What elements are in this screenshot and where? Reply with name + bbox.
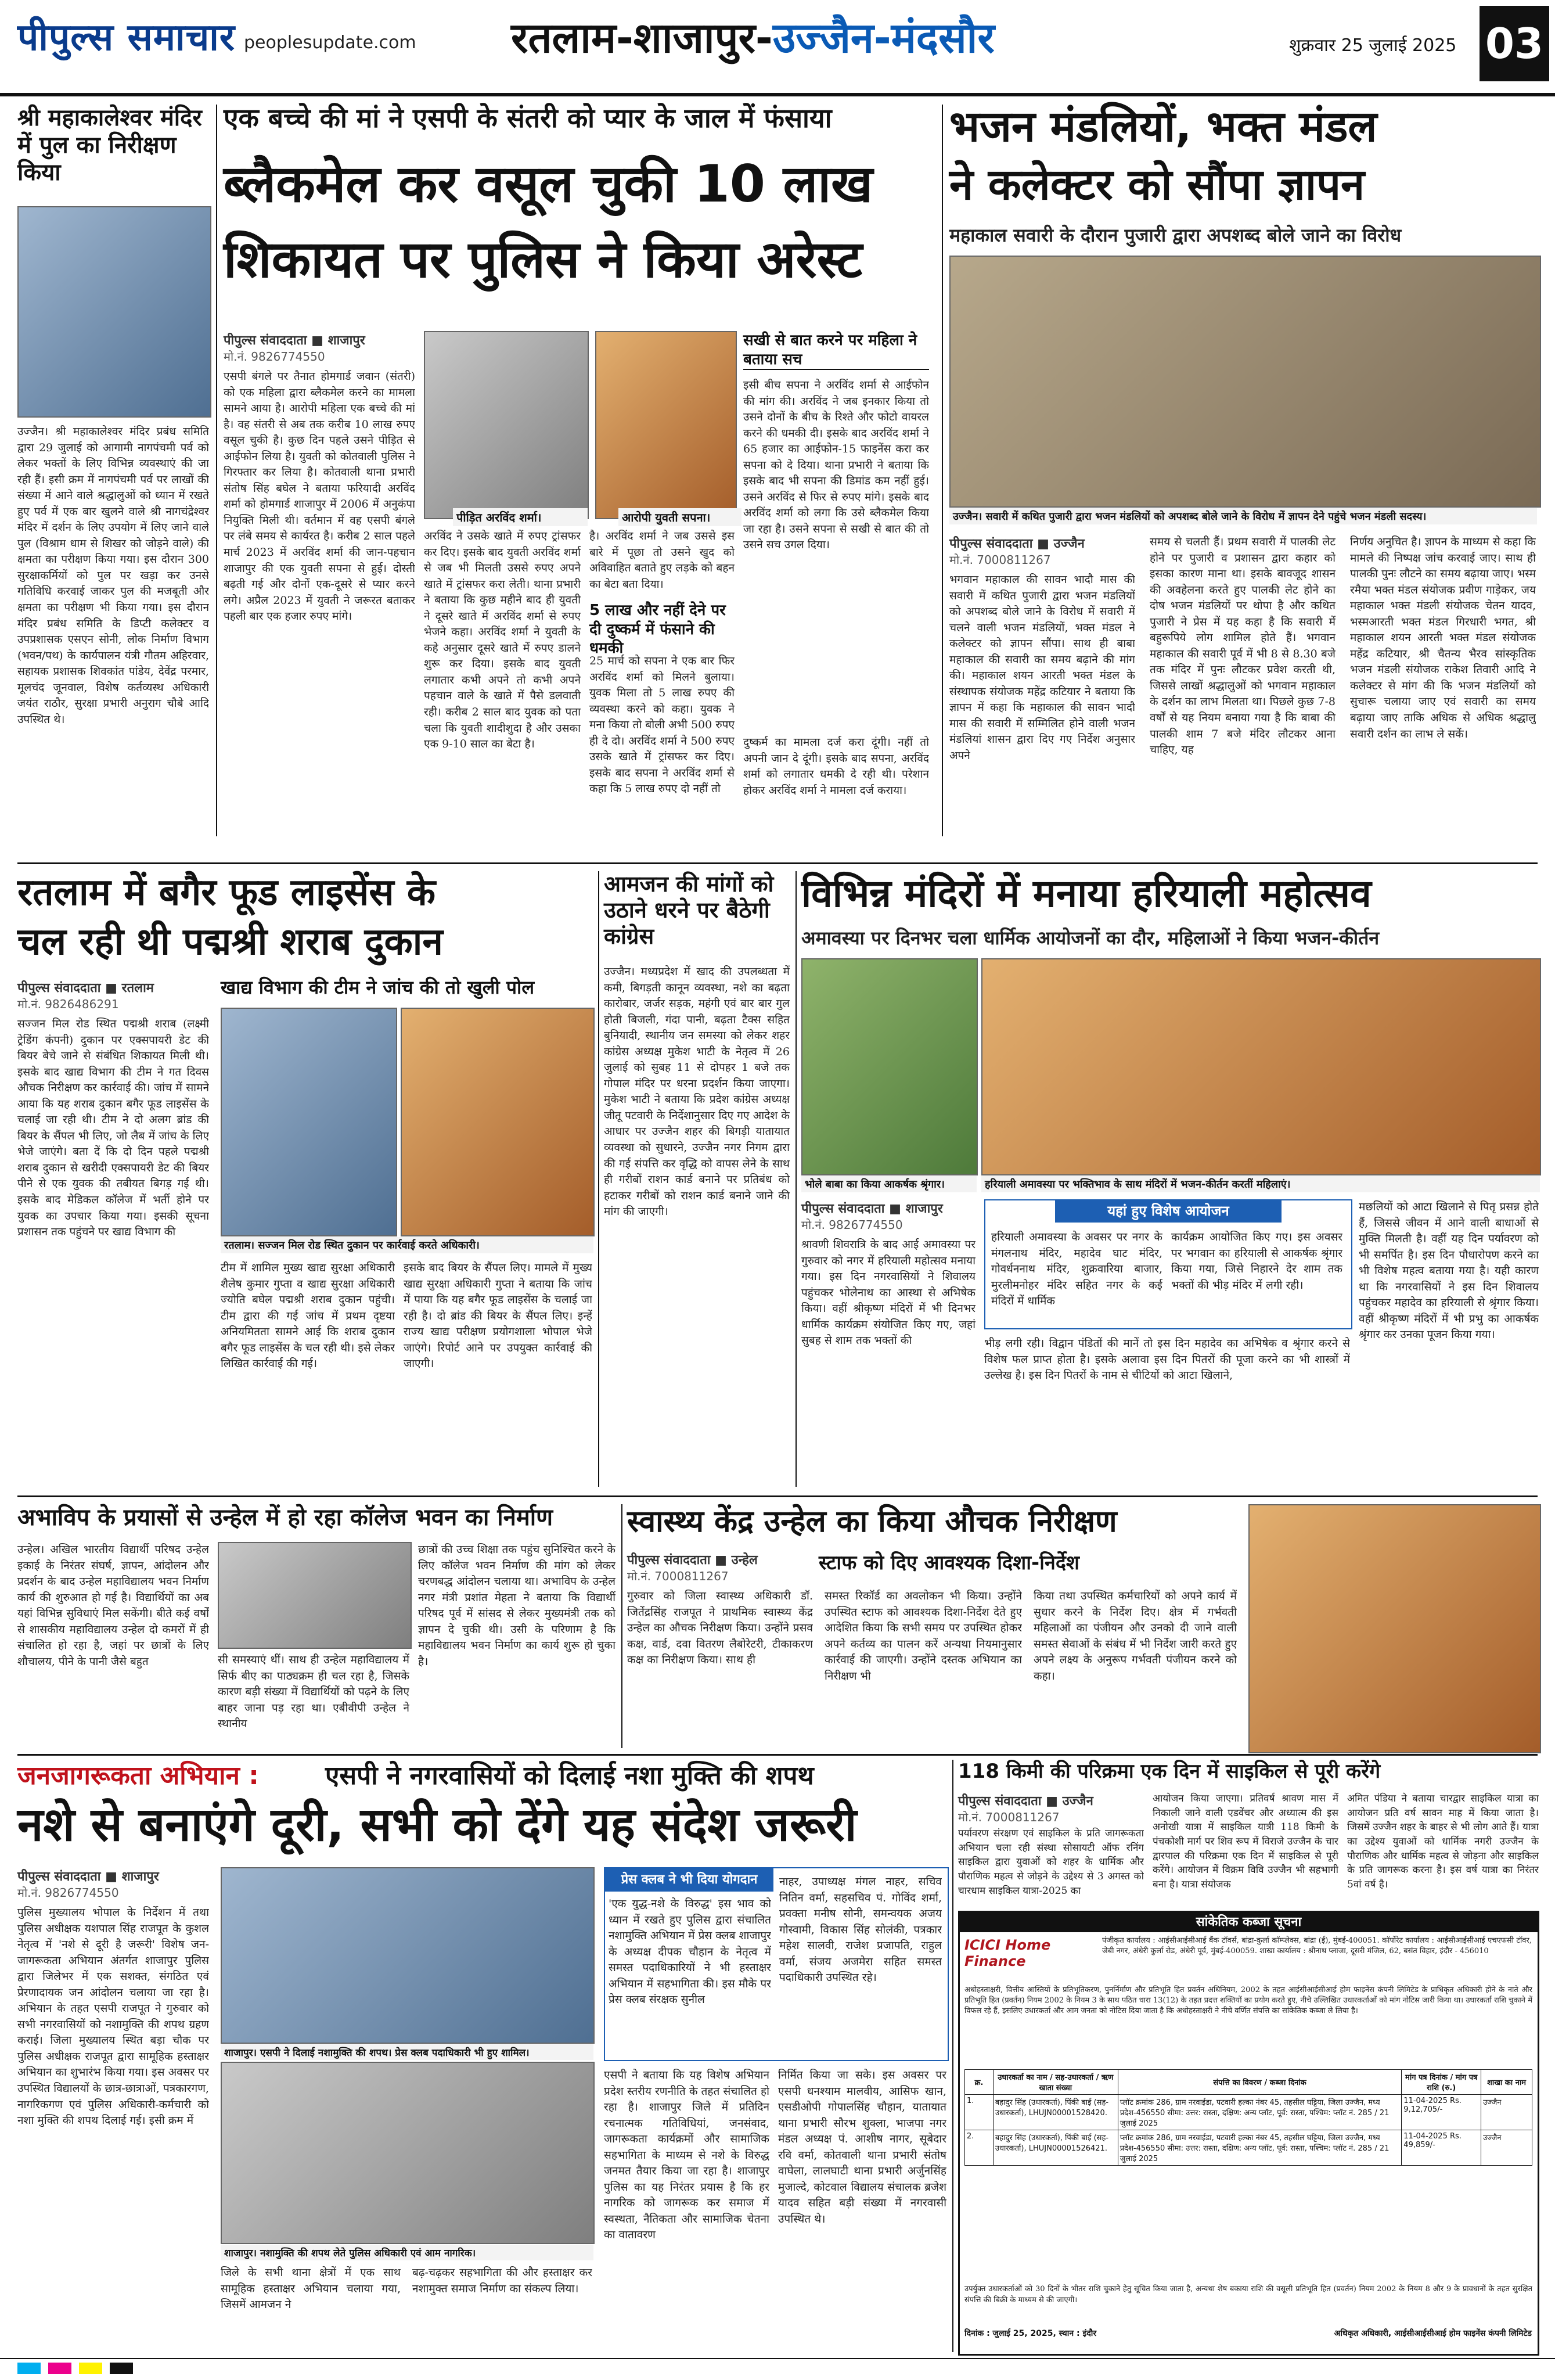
byline-mobile: मो.नं. 9826774550 [17,1886,119,1900]
photo-oath [221,1867,595,2044]
story-subhead: स्टाफ को दिए आवश्यक दिशा-निर्देश [819,1551,1079,1574]
story-drug-awareness [17,1760,946,2352]
byline: पीपुल्स संवाददाता ■ शाजापुर [17,1870,159,1884]
story-body-col3: छात्रों की उच्च शिक्षा तक पहुंच सुनिश्चित करने के लिए कॉलेज भवन निर्माण की मांग को लेकर चरणबद्ध आंदोलन चलाया था। अभाविप के उन्हेल नगर मंत्री प्रशांत मेहता ने बताया कि विद्यार्थी परिषद पूर्व में सांसद से लेकर मुख्यमंत्री तक को ज्ञापन दे चुकी थी। उसी के परिणाम है कि महाविद्यालय भवन निर्माण का कार्य शुरू हो चुका है। [418,1543,615,1668]
photo-caption-kirtan: हरियाली अमावस्या पर भक्तिभाव के साथ मंदिरों में भजन-कीर्तन करतीं महिलाएं। [981,1176,1540,1192]
banner-right: एसपी ने नगरवासियों को दिलाई नशा मुक्ति की शपथ [325,1761,814,1791]
notice-address: पंजीकृत कार्यालय : आईसीआईसीआई बैंक टॉवर्स, बांद्रा-कुर्ला कॉम्प्लेक्स, बांद्रा (ई), मुंबई-400051. कॉर्पोरेट कार्यालय : आईसीआईसीआई एचएफसी टॉवर, जेबी नगर, अंधेरी कुर्ला रोड, अंधेरी पूर्व, मुंबई-400059. शाखा कार्यालय : श्रीनाथ प्लाजा, दूसरी मंजिल, 62, बसंत विहार, इंदौर - 456010 [1102,1936,1532,1955]
table-cell: प्लॉट क्रमांक 286, ग्राम नरवाईडा, पटवारी हल्का नंबर 45, तहसील घट्टिया, जिला उज्जैन, मध्य प्रदेश-456550 सीमा: उत्तर: रास्ता, दक्षिण: अन्य प्लॉट, पूर्व: रास्ता, पश्चिम: प्लॉट नं. 285 / 21 जुलाई 2025 [1118,2095,1402,2130]
table-row [965,2095,1532,2130]
story-body-col4: दुष्कर्म का मामला दर्ज करा दूंगी। नहीं तो अपनी जान दे दूंगी। इसके बाद सपना, अरविंद शर्मा को लगातार धमकी दे रही थी। परेशान होकर अरविंद शर्मा ने मामला दर्ज कराया। [743,736,929,797]
story-body-col2: अरविंद ने उसके खाते में रुपए ट्रांसफर कर दिए। इसके बाद युवती अरविंद शर्मा से जब भी मिलती उससे रुपए अपने खाते में ट्रांसफर करा लेती। थाना प्रभारी ने बताया कि कुछ महीने बाद ही युवती ने दूसरे खाते में अरविंद शर्मा से रुपए भेजने कहा। अरविंद शर्मा ने युवती के कहे अनुसार दूसरे खाते में रुपए डालने शुरू कर दिया। इसके बाद युवती लगातार कभी अपने तो कभी अपने पहचान वाले के खाते में पैसे डलवाती रही। करीब 2 साल बाद युवक को पता चला कि युवती शादीशुदा है और उसका एक 9-10 साल का बेटा है। [424,530,581,751]
byline-mobile: मो.नं. 7000811267 [627,1569,729,1583]
story-body-col2: सी समस्याएं थीं। साथ ही उन्हेल महाविद्यालय में सिर्फ बीए का पाठ्यक्रम ही चल रहा है, जिसके कारण बड़ी संख्या में विद्यार्थियों को पढ़ने के लिए बाहर जाना पड़ रहा था। एबीवीपी उन्हेल ने स्थानीय [218,1653,409,1731]
story-health-centre [627,1504,1539,1754]
story-body-col4: एसपी ने बताया कि यह विशेष अभियान प्रदेश स्तरीय रणनीति के तहत संचालित हो रहा है। शाजापुर जिले में प्रतिदिन रचनात्मक गतिविधियां, जनसंवाद, जागरूकता कार्यक्रमों और सामाजिक सहभागिता के माध्यम से नशे के विरुद्ध जनमत तैयार किया जा रहा है। शाजापुर पुलिस का यह निरंतर प्रयास है कि हर नागरिक को जागरूक कर समाज में स्वस्थता, नैतिकता और सामाजिक चेतना का वातावरण [604,2069,769,2242]
story-headline-line2: शिकायत पर पुलिस ने किया अरेस्ट [224,229,863,289]
table-cell: 2. [965,2130,994,2166]
story-body-col2: जिले के सभी थाना क्षेत्रों में एक साथ सामूहिक हस्ताक्षर अभियान चलाया गया, जिसमें आमजन ने [221,2266,401,2311]
story-body-col1: उन्हेल। अखिल भारतीय विद्यार्थी परिषद उन्हेल इकाई के निरंतर संघर्ष, ज्ञापन, आंदोलन और प्रदर्शन के बाद उन्हेल महाविद्यालय भवन निर्माण कार्य की शुरुआत हो गई है। विद्यार्थियों का अब यहां विभिन्न सुविधाएं मिल सकेंगी। बीते कई वर्षों से शासकीय महाविद्यालय उन्हेल दो कमरों में ही संचालित हो रहा है, जहां पर छात्रों के लिए शौचालय, पीने के पानी जैसे बहुत [17,1543,209,1668]
byline-mobile: मो.नं. 7000811267 [958,1810,1060,1824]
story-liquor-shop [17,871,592,1493]
photo-shrine [801,958,978,1175]
story-subhead: अमावस्या पर दिनभर चला धार्मिक आयोजनों का दौर, महिलाओं ने किया भजन-कीर्तन [801,927,1380,949]
special-events-right: कार्यक्रम आयोजित किए गए। इस अवसर पर भगवान का हरियाली से आकर्षक श्रृंगार किया गया, जिसे निहारने देर शाम तक भक्तों की भीड़ मंदिर में लगी रही। [1171,1231,1342,1292]
story-body: उज्जैन। मध्यप्रदेश में खाद की उपलब्धता में कमी, बिगड़ती कानून व्यवस्था, नशे का बढ़ता कारोबार, जर्जर सड़क, महंगी एवं बार बार गुल होती बिजली, गंदा पानी, बढ़ता टैक्स सहित बुनियादी, स्थानीय जन समस्या को लेकर शहर कांग्रेस अध्यक्ष मुकेश भाटी के नेतृत्व में 26 जुलाई को सुबह 11 से दोपहर 1 बजे तक गोपाल मंदिर पर धरना प्रदर्शन किया जाएगा। मुकेश भाटी ने बताया कि प्रदेश कांग्रेस अध्यक्ष जीतू पटवारी के निर्देशानुसार दिए गए आदेश के आधार पर उज्जैन शहर की बिगड़ी यातायात व्यवस्था को सुधारने, उज्जैन नगर निगम द्वारा की गई संपत्ति कर वृद्धि को वापस लेने के साथ ही गरीबों राशन कार्ड बनाने पर प्रतिबंध को हटाकर गरीबों को राशन कार्ड बनाने जाने की मांग की जाएगी। [604,965,790,1218]
notice-title: सांकेतिक कब्जा सूचना [960,1912,1538,1932]
story-headline: विभिन्न मंदिरों में मनाया हरियाली महोत्सव [801,871,1372,916]
press-club-box [604,1867,949,2061]
story-body-col2: समस्त रिकॉर्ड का अवलोकन भी किया। उन्होंने उपस्थित स्टाफ को आवश्यक दिशा-निर्देश देते हुए आदेशित किया कि सभी समय पर उपस्थित होकर अपने कर्तव्य का पालन करें अन्यथा नियमानुसार कार्रवाई की जाएगी। उन्होंने दस्तक अभियान का निरीक्षण भी [825,1590,1022,1682]
section-divider [17,862,1538,864]
table-cell: उज्जैन [1481,2095,1532,2130]
column-divider [796,871,797,1487]
registration-black [110,2363,133,2374]
story-body-col3: बढ़-चढ़कर सहभागिता की और हस्ताक्षर कर नशामुक्त समाज निर्माण का संकल्प लिया। [412,2266,592,2295]
story-photo [17,206,211,418]
table-cell: 11-04-2025 Rs. 49,859/- [1402,2130,1481,2166]
table-cell: उज्जैन [1481,2130,1532,2166]
page-number: 03 [1480,6,1549,81]
side-body: इसी बीच सपना ने अरविंद शर्मा से आईफोन की मांग की। अरविंद ने जब इनकार किया तो उसने दोनों के बीच के रिश्ते और फोटो वायरल करने की धमकी दी। इसके बाद अरविंद शर्मा ने 65 हजार का आईफोन-15 फाइनेंस करा कर सपना को दे दिया। थाना प्रभारी ने बताया कि इसके बाद भी सपना की डिमांड कम नहीं हुई। उसने अरविंद से फिर से रुपए मांगे। इसके बाद अरविंद शर्मा को लगा कि उसे ब्लैकमेल किया जा रहा है। उसने सपना से सखी से बात की तो उसने सच उगल दिया। [743,379,929,552]
table-cell: 1. [965,2095,994,2130]
story-body-col2: टीम में शामिल मुख्य खाद्य सुरक्षा अधिकारी शैलेष कुमार गुप्ता व खाद्य सुरक्षा अधिकारी ज्योति बघेल पद्मश्री शराब दुकान पहुंची। टीम द्वारा की गई जांच में प्रथम दृष्टया अनियमितता सामने आई कि शराब दुकान बगैर फूड लाइसेंस के चल रही थी। इसे लेकर लिखित कार्रवाई की गई। [221,1261,395,1371]
story-temple-bridge [17,105,209,860]
table-header-cell: संपत्ति का विवरण / कब्जा दिनांक [1118,2070,1402,2095]
story-body-col1: एसपी बंगले पर तैनात होमगार्ड जवान (संतरी) को एक महिला द्वारा ब्लैकमेल करने का मामला सामने आया है। आरोपी महिला एक बच्चे की मां है। वह संतरी से अब तक करीब 10 लाख रुपए वसूल चुकी है। कुछ दिन पहले उसने पीड़ित से आईफोन लिया है। युवती को कोतवाली पुलिस ने गिरफ्तार कर लिया है। कोतवाली थाना प्रभारी संतोष सिंह बघेल ने बताया फरियादी अरविंद शर्मा को होमगार्ड शाजापुर में 2006 में अनुकंपा नियुक्ति मिली थी। वर्तमान में वह एसपी बंगले पर लंबे समय से कार्यरत है। करीब 2 साल पहले मार्च 2023 में अरविंद शर्मा की जान-पहचान शाजापुर की एक युवती सपना से हुई। दोस्ती बढ़ती गई और दोनों एक-दूसरे से प्यार करने लगे। अप्रैल 2023 में युवती ने जरूरत बताकर पहली बार एक हजार रुपए मांगे। [224,370,415,623]
edition-title [511,8,995,65]
photo-crowd [221,2062,595,2244]
site-url[interactable]: peoplesupdate.com [244,33,416,53]
column-divider [598,871,599,1487]
column-divider [942,105,943,836]
banner-left: जनजागरूकता अभियान : [17,1761,259,1791]
public-notice [958,1911,1539,2356]
story-headline: आमजन की मांगों को उठाने धरने पर बैठेगी कांग्रेस [604,871,774,949]
story-photo-right [401,1008,595,1236]
registration-yellow [79,2363,102,2374]
press-club-right: नाहर, उपाध्यक्ष मंगल नाहर, सचिव नितिन वर्मा, सहसचिव पं. गोविंद शर्मा, प्रवक्ता मनीष सोनी, समन्वयक अजय गोस्वामी, विकास सिंह सोलंकी, पत्रकार महेश सालवी, राजेश प्रजापति, राहुल वर्मा, संजय अजमेरा सहित समस्त पदाधिकारी उपस्थित रहे। [779,1875,942,1984]
notice-footnote: उपर्युक्त उधारकर्ताओं को 30 दिनों के भीतर राशि चुकाने हेतु सूचित किया जाता है, अन्यथा शेष बकाया राशि की वसूली प्रतिभूति हित (प्रवर्तन) नियम 2002 के नियम 8 और 9 के प्रावधानों के तहत सुरक्षित संपत्ति की बिक्री के माध्यम से की जाएगी। [964,2285,1532,2304]
photo-caption-crowd: शाजापुर। नशामुक्ति की शपथ लेते पुलिस अधिकारी एवं आम नागरिक। [221,2245,593,2260]
story-body-col3b: 25 मार्च को सपना ने एक बार फिर अरविंद शर्मा को मिलने बुलाया। युवक मिला तो 5 लाख रुपए की व्यवस्था करने को कहा। युवक ने मना किया तो बोली अभी 500 रुपए ही दे दो। अरविंद शर्मा ने 500 रुपए उसके खाते में ट्रांसफर कर दिए। इसके बाद सपना ने अरविंद शर्मा से कहा कि 5 लाख रुपए दो नहीं तो [589,655,735,796]
photo-women-kirtan [981,958,1541,1175]
story-headline-line2: चल रही थी पद्मश्री शराब दुकान [17,921,443,963]
table-header-cell: क्र. [965,2070,994,2095]
table-cell: बहादुर सिंह (उधारकर्ता), पिंकी बाई (सह-उधारकर्ता), LHUJN00001526421. [993,2130,1118,2166]
story-body: उज्जैन। श्री महाकालेश्वर मंदिर प्रबंध समिति द्वारा 29 जुलाई को आगामी नागपंचमी पर्व को लेकर भक्तों के लिए विभिन्न व्यवस्थाएं की जा रही हैं। इसी क्रम में नागपंचमी पर्व पर लाखों की संख्या में आने वाले श्रद्धालुओं को ध्यान में रखते हुए पर्व में एक बार खुलने वाले श्री नागचंद्रेश्वर मंदिर में दर्शन के लिए उपयोग में लिए जाने वाले पुल (विश्राम धाम से शिखर को जोड़ने वाले) की क्षमता का परीक्षण किया गया। इस दौरान 300 सुरक्षाकर्मियों को पुल पर खड़ा कर उनसे गतिविधि करवाई जाकर पुल की मजबूती और क्षमता का परीक्षण भी किया गया। इस दौरान मंदिर प्रबंध समिति के डिप्टी कलेक्टर व उपप्रशासक एसएन सोनी, लोक निर्माण विभाग (भवन/पथ) के कार्यपालन यंत्री गौतम अहिरवार, सहायक प्रशासक शिवकांत पांडेय, देवेंद्र परमार, मूलचंद जूनवाल, विशेष कर्तव्यस्थ अधिकारी जयंत राठौर, सुरक्षा प्रभारी अनुराग चौबे आदि उपस्थित थे। [17,425,209,726]
special-events-box [984,1199,1352,1329]
story-body-col5: निर्मित किया जा सके। इस अवसर पर एसपी धनश्याम मालवीय, आसिफ खान, एसडीओपी गोपालसिंह चौहान, यातायात थाना प्रभारी सौरभ शुक्ला, भाजपा नगर मंडल अध्यक्ष पं. आशीष नागर, सूबेदार रवि वर्मा, कोतवाली थाना प्रभारी संतोष वाघेला, लालघाटी थाना प्रभारी अर्जुनसिंह मुजाल्दे, कोटवाल विद्यालय संचालक ब्रजेश यादव सहित बड़ी संख्या में नगरवासी उपस्थित थे। [778,2069,946,2226]
byline: पीपुल्स संवाददाता ■ शाजापुर [801,1202,943,1216]
story-abvp-college [17,1504,615,1754]
byline-mobile: मो.नं. 9826486291 [17,997,119,1011]
byline: पीपुल्स संवाददाता ■ उज्जैन [949,537,1085,551]
photo-caption: उज्जैन। सवारी में कथित पुजारी द्वारा भजन मंडलियों को अपशब्द बोले जाने के विरोध में ज्ञापन देने पहुंचे भजन मंडली सदस्य। [949,508,1537,524]
story-blackmail [224,102,935,857]
story-body-col3: मछलियों को आटा खिलाने से पितृ प्रसन्न होते हैं, जिससे जीवन में आने वाली बाधाओं से मुक्ति मिलती है। वहीं यह दिन पर्यावरण को भी समर्पित है। इस दिन पौधारोपण करने का भी विशेष महत्व बताया गया है। यही कारण था कि नगरवासियों ने इस दिन शिवालय पहुंचकर महादेव का हरियाली से श्रृंगार किया। वहीं श्रीकृष्ण मंदिरों में भी प्रभु का आकर्षक श्रृंगार कर उनका पूजन किया गया। [1359,1200,1539,1342]
story-headline: श्री महाकालेश्वर मंदिर में पुल का निरीक्षण किया [17,105,202,186]
notice-intro: अधोहस्ताक्षरी, वित्तीय आस्तियों के प्रतिभूतिकरण, पुनर्निर्माण और प्रतिभूति हित प्रवर्तन अधिनियम, 2002 के तहत आईसीआईसीआई होम फाइनेंस कंपनी लिमिटेड के प्राधिकृत अधिकारी होने के नाते और प्रतिभूति हित (प्रवर्तन) नियम 2002 के नियम 3 के साथ पठित धारा 13(12) के तहत प्रदत्त शक्तियों का प्रयोग करते हुए, नीचे उल्लिखित उधारकर्ताओं को मांग नोटिस जारी किया था। उधारकर्ता राशि चुकाने में विफल रहे हैं, इसलिए उधारकर्ता और आम जनता को नोटिस दिया जाता है कि अधोहस्ताक्षरी ने नीचे वर्णित संपत्ति का सांकेतिक कब्जा ले लिया है। [964,1986,1532,2016]
table-cell: बहादुर सिंह (उधारकर्ता), पिंकी बाई (सह-उधारकर्ता), LHUJN00001528420. [993,2095,1118,2130]
story-congress [604,871,790,1487]
notice-company-logo: ICICI Home Finance [964,1937,1051,1969]
photo-caption: रतलाम। सज्जन मिल रोड स्थित दुकान पर कार्रवाई करते अधिकारी। [221,1237,593,1253]
table-cell: प्लॉट क्रमांक 286, ग्राम नरवाईडा, पटवारी हल्का नंबर 45, तहसील घट्टिया, जिला उज्जैन, मध्य प्रदेश-456550 सीमा: उत्तर: रास्ता, दक्षिण: अन्य प्लॉट, पूर्व: रास्ता, पश्चिम: प्लॉट नं. 285 / 21 जुलाई 2025 [1118,2130,1402,2166]
photo-caption-oath: शाजापुर। एसपी ने दिलाई नशामुक्ति की शपथ। प्रेस क्लब पदाधिकारी भी हुए शामिल। [221,2044,593,2060]
story-body-col1: पुलिस मुख्यालय भोपाल के निर्देशन में तथा पुलिस अधीक्षक यशपाल सिंह राजपूत के कुशल नेतृत्व में 'नशे से दूरी है जरूरी' विशेष जन-जागरूकता अभियान अंतर्गत शाजापुर पुलिस द्वारा जिलेभर में एक सशक्त, संगठित एवं प्रेरणादायक जन आंदोलन चलाया जा रहा है। अभियान के तहत एसपी राजपूत ने गुरुवार को सभी नगरवासियों को नशामुक्ति की शपथ ग्रहण कराई। जिला मुख्यालय स्थित बड़ा चौक पर पुलिस अधीक्षक राजपूत द्वारा सामूहिक हस्ताक्षर अभियान का शुभारंभ किया गया। इस अवसर पर उपस्थित विद्यालयों के छात्र-छात्राओं, पत्रकारगण, नागरिकगण एवं पुलिस अधिकारी-कर्मचारी को नशा मुक्ति की शपथ दिलाई गई। इसी क्रम में [17,1906,209,2127]
table-header-cell: उधारकर्ता का नाम / सह-उधारकर्ता / ऋण खाता संख्या [993,2070,1118,2095]
edition-part-b: उज्जैन-मंदसौर [772,13,995,62]
print-registration-strip [0,2358,1555,2379]
byline-mobile: मो.नं. 7000811267 [949,553,1051,567]
story-body-col2: समय से चलती हैं। प्रथम सवारी में पालकी लेट होने पर पुजारी व प्रशासन द्वारा कहार को इसका कारण माना था। इसके बावजूद शासन की अवहेलना करते हुए पालकी लेट होने का दोष भजन मंडलियों पर थोपा है और कथित पुजारी ने प्रेस में यह कहा है कि सवारी में बहुरूपिये लोग शामिल होते हैं। भगवान महाकाल की सवारी पूर्व में भी 8 से 8.30 बजे तक मंदिर में पुनः लौटकर प्रवेश करती थी, जिससे लाखों श्रद्धालुओं को भगवान महाकाल के दर्शन का लाभ मिलता था। पिछले कुछ 7-8 वर्षों से यह नियम बनाया गया है कि बाबा की पालकी शाम 7 बजे मंदिर लौटकर आना चाहिए, यह [1150,535,1336,757]
story-headline: 118 किमी की परिक्रमा एक दिन में साइकिल से पूरी करेंगे [958,1760,1381,1783]
table-header-cell: मांग पत्र दिनांक / मांग पत्र राशि (रु.) [1402,2070,1481,2095]
table-row [965,2130,1532,2166]
notice-table [964,2069,1532,2166]
story-headline-line1: भजन मंडलियों, भक्त मंडल [949,102,1377,152]
story-photo [1248,1504,1541,1753]
story-kicker: एक बच्चे की मां ने एसपी के संतरी को प्यार के जाल में फंसाया [224,102,832,134]
dateline: शुक्रवार 25 जुलाई 2025 [1289,35,1457,56]
story-body-col2: भीड़ लगी रही। विद्वान पंडितों की मानें तो इस दिन महादेव का अभिषेक व श्रृंगार करने से विशेष फल प्राप्त होता है। इसके अलावा इस दिन पितरों की पूजा करने का भी शास्त्रों में उल्लेख है। इस दिन पितरों के नाम से चीटियों को आटा खिलाने, [984,1337,1350,1382]
byline: पीपुल्स संवाददाता ■ शाजापुर [224,333,365,348]
story-body-col1: श्रावणी शिवरात्रि के बाद आई अमावस्या पर गुरुवार को नगर में हरियाली महोत्सव मनाया गया। इस दिन नगरवासियों ने शिवालय पहुंचकर भोलेनाथ का आस्था से अभिषेक किया। वहीं श्रीकृष्ण मंदिरों में भी दिनभर धार्मिक कार्यक्रम संयोजित किए गए, जहां सुबह से शाम तक भक्तों की [801,1238,976,1347]
photo-victim [424,331,589,519]
story-body-col1: गुरुवार को जिला स्वास्थ्य अधिकारी डॉ. जितेंद्रसिंह राजपूत ने प्राथमिक स्वास्थ्य केंद्र उन्हेल का औचक निरीक्षण किया। उन्होंने प्रसव कक्ष, वार्ड, दवा वितरण लैबोरेटरी, टीकाकरण कक्ष का निरीक्षण किया। साथ ही [627,1590,813,1667]
byline-mobile: मो.नं. 9826774550 [801,1218,903,1232]
story-body-col3: अमित पंडिया ने बताया चारद्वार साइकिल यात्रा का आयोजन प्रति वर्ष सावन माह में किया जाता है। जिसमें उज्जैन शहर के बाहर से भी लोग आते हैं। यात्रा का उद्देश्य युवाओं को धार्मिक नगरी उज्जैन के पौराणिक और धार्मिक महत्व से जोड़ना और साइकिल के प्रति जागरूक करना है। इस वर्ष यात्रा का निरंतर 5वां वर्ष है। [1347,1793,1539,1890]
notice-table-header [965,2070,1532,2095]
special-events-left: हरियाली अमावस्या के अवसर पर नगर के मंगलनाथ मंदिर, महादेव घाट मंदिर, गोवर्धननाथ मंदिर, शुक्रवारिया बाजार, मुरलीमनोहर मंदिर सहित नगर के कई मंदिरों में धार्मिक [991,1231,1162,1308]
story-cycle-yatra [958,1760,1539,1905]
story-headline: अभाविप के प्रयासों से उन्हेल में हो रहा कॉलेज भवन का निर्माण [17,1504,553,1531]
story-body-col3a: है। अरविंद शर्मा ने जब उससे इस बारे में पूछा तो उसने खुद को अविवाहित बताते हुए लड़के को बहन का बेटा बता दिया। [589,530,735,591]
story-body-col1: भगवान महाकाल की सावन भादौ मास की सवारी में कथित पुजारी द्वारा भजन मंडलियों को अपशब्द बोले जाने के विरोध में सवारी में चलने वाली भजन मंडलियों, भक्त मंडल ने कलेक्टर को ज्ञापन सौंपा। साथ ही बाबा महाकाल की सवारी का समय बढ़ाने की मांग की। महाकाल शयन आरती भक्त मंडल के संस्थापक संयोजक महेंद्र कटियार ने बताया कि ज्ञापन में कहा कि महाकाल की सावन भादौ मास की सवारी में सम्मिलित होने वाली भजन मंडलियां शासन द्वारा दिए गए निर्देश अनुसार अपने [949,573,1135,763]
story-photo-left [221,1008,397,1236]
story-headline-line1: ब्लैकमेल कर वसूल चुकी 10 लाख [224,154,873,214]
edition-part-a: रतलाम-शाजापुर- [511,13,773,62]
byline-mobile: मो.नं. 9826774550 [224,350,325,364]
story-body-col1: पर्यावरण संरक्षण एवं साइकिल के प्रति जागरूकता अभियान चला रही संस्था सोसायटी ऑफ रनिंग साइकिल द्वारा युवाओं को शहर के धार्मिक और पौराणिक महत्व से जोड़ने के उद्देश्य से 3 अगस्त को चारधाम साइकिल यात्रा-2025 का [958,1828,1144,1897]
photo-caption-victim: पीड़ित अरविंद शर्मा। [453,508,588,526]
story-body-col1: सज्जन मिल रोड स्थित पद्मश्री शराब (लक्ष्मी ट्रेडिंग कंपनी) दुकान पर एक्सपायरी डेट की बियर बेचे जाने से संबंधित शिकायत मिली थी। इसके बाद खाद्य विभाग की टीम ने गत दिवस औचक निरीक्षण कर कार्रवाई की। जांच में सामने आया कि यह शराब दुकान बगैर फूड लाइसेंस के चलाई जा रही थी। टीम ने दो अलग ब्रांड की बियर के सैंपल भी लिए, जो लैब में जांच के लिए भेजे जाएंगे। बता दें कि दो दिन पहले पद्मश्री शराब दुकान से खरीदी एक्सपायरी डेट की बियर पीने से एक युवक की तबीयत बिगड़ गई थी। इसके बाद मेडिकल कॉलेज में भर्ती होने पर युवक का उपचार किया गया। इसकी सूचना प्रशासन तक पहुंचने पर खाद्य विभाग की [17,1018,209,1239]
masthead [0,0,1555,96]
story-subhead: खाद्य विभाग की टीम ने जांच की तो खुली पोल [221,976,535,998]
story-hariyali [801,871,1539,1487]
story-bhajan [949,102,1539,857]
story-body-col2: आयोजन किया जाएगा। प्रतिवर्ष श्रावण मास में निकाली जाने वाली एडवेंचर और अध्यात्म की इस अनोखी यात्रा में साइकिल यात्री 118 किमी के पंचकोशी मार्ग पर शिव रूप में विराजे उज्जैन के चार द्वारपाल की परिक्रमा एक दिन में साइकिल से पूरी करेंगे। आयोजन में विक्रम विवि उज्जैन भी सहभागी बना है। यात्रा संयोजक [1153,1793,1338,1890]
press-club-title: प्रेस क्लब ने भी दिया योगदान [605,1868,773,1892]
registration-cyan [17,2363,41,2374]
brand-logo: पीपुल्स समाचार [17,16,235,59]
notice-signatory: अधिकृत अधिकारी, आईसीआईसीआई होम फाइनेंस कंपनी लिमिटेड [1334,2329,1532,2338]
section-divider [17,1754,1538,1756]
story-headline: स्वास्थ्य केंद्र उन्हेल का किया औचक निरीक्षण [627,1504,1117,1539]
story-subhead: 5 लाख और नहीं देने पर दी दुष्कर्म में फंसाने की धमकी [589,602,726,657]
column-divider [621,1504,622,1748]
press-club-left: 'एक युद्ध-नशे के विरुद्ध' इस भाव को ध्यान में रखते हुए पुलिस द्वारा संचालित नशामुक्ति अभियान में प्रेस क्लब शाजापुर के अध्यक्ष दीपक चौहान के नेतृत्व में समस्त पदाधिकारियों ने भी हस्ताक्षर अभियान में सहभागिता की। इस मौके पर प्रेस क्लब संरक्षक सुनील [609,1897,771,2007]
byline: पीपुल्स संवाददाता ■ रतलाम [17,981,154,995]
story-headline: नशे से बनाएंगे दूरी, सभी को देंगे यह संदेश जरूरी [17,1797,857,1851]
story-body-col3: किया तथा उपस्थित कर्मचारियों को अपने कार्य में सुधार करने के निर्देश दिए। क्षेत्र में गर्भवती महिलाओं का पंजीयन और उनको दी जाने वाली समस्त सेवाओं के संबंध में भी निर्देश जारी करते हुए अपने लक्ष्य के अनुरूप गर्भवती पंजीयन करने को कहा। [1034,1590,1237,1682]
byline: पीपुल्स संवाददाता ■ उन्हेल [627,1553,758,1568]
table-cell: 11-04-2025 Rs. 9,12,705/- [1402,2095,1481,2130]
column-divider [952,1760,953,2352]
story-subhead: महाकाल सवारी के दौरान पुजारी द्वारा अपशब्द बोले जाने का विरोध [949,224,1402,246]
story-photo [218,1542,412,1649]
side-subhead: सखी से बात करने पर महिला ने बताया सच [743,331,929,370]
section-divider [17,1495,1538,1497]
registration-magenta [48,2363,71,2374]
special-events-title: यहां हुए विशेष आयोजन [1055,1199,1282,1223]
byline: पीपुल्स संवाददाता ■ उज्जैन [958,1794,1093,1809]
notice-date-place: दिनांक : जुलाई 25, 2025, स्थान : इंदौर [964,2329,1097,2338]
story-photo [949,256,1541,508]
table-header-cell: शाखा का नाम [1481,2070,1532,2095]
story-body-col3: निर्णय अनुचित है। ज्ञापन के माध्यम से कहा कि मामले की निष्पक्ष जांच करवाई जाए। साथ ही पालकी पुनः लौटने का समय बढ़ाया जाए। भस्म रमैया भक्त मंडल संयोजक प्रवीण गाड़ेकर, जय महाकाल भक्त मंडली संयोजक चेतन यादव, भस्मआरती भक्त मंडल गिरधारी भगत, श्री महाकाल शयन आरती भक्त मंडल संयोजक महेंद्र कटियार, श्री चैतन्य भैरव सांस्कृतिक भजन मंडली संयोजक राकेश तिवारी आदि ने कलेक्टर से मांग की कि भजन मंडलियों को सुचारू चलाया जाए एवं सवारी का समय बढ़ाया जाए ताकि अधिक से अधिक श्रद्धालु सवारी दर्शन का लाभ ले सकें। [1350,535,1536,740]
photo-accused [595,331,737,519]
story-body-col3: इसके बाद बियर के सैंपल लिए। मामले में मुख्य खाद्य सुरक्षा अधिकारी गुप्ता ने बताया कि जांच में पाया कि यह बगैर फूड लाइसेंस के चलाई जा रही है। दो ब्रांड की बियर के सैंपल लिए। इन्हें राज्य खाद्य परीक्षण प्रयोगशाला भोपाल भेजे जाएंगे। रिपोर्ट आने पर उपयुक्त कार्रवाई की जाएगी। [404,1261,592,1371]
column-divider [216,105,217,836]
photo-caption-accused: आरोपी युवती सपना। [618,508,741,526]
story-headline-line2: ने कलेक्टर को सौंपा ज्ञापन [949,160,1365,210]
photo-caption-shrine: भोले बाबा का किया आकर्षक श्रृंगार। [801,1176,977,1192]
story-headline-line1: रतलाम में बगैर फूड लाइसेंस के [17,871,435,914]
